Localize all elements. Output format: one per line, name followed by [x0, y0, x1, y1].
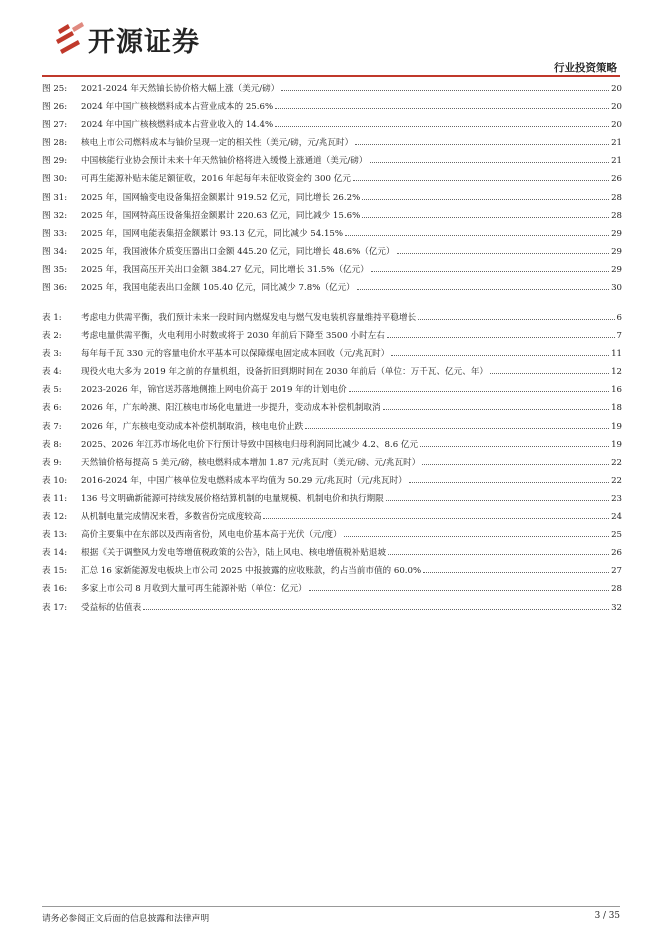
toc-entry[interactable]	[42, 80, 622, 98]
toc-entry[interactable]	[42, 189, 622, 207]
toc-title: 考虑电量供需平衡，火电利用小时数或将于 2030 年前后下降至 3500 小时左右	[81, 331, 385, 342]
toc-leader	[397, 253, 609, 254]
toc-title: 2021-2024 年天然铀长协价格大幅上涨（美元/磅）	[81, 84, 280, 94]
toc-entry[interactable]	[42, 279, 622, 297]
toc-title: 2026 年，广东核电变动成本补偿机制取消，核电电价止跌	[81, 421, 304, 432]
toc-label: 表 15:	[42, 566, 68, 577]
toc-entry[interactable]	[42, 580, 622, 598]
toc-label: 表 10:	[42, 475, 68, 486]
toc-title: 2026 年，广东岭澳、阳江核电市场化电量进一步提升，变动成本补偿机制取消	[81, 403, 381, 414]
toc-title: 可再生能源补贴未能足额征收，2016 年起每年未征收资金约 300 亿元	[81, 174, 351, 185]
toc-label: 表 4:	[42, 367, 62, 378]
toc-page: 32	[611, 602, 622, 613]
toc-entry[interactable]	[42, 327, 622, 345]
toc-leader	[391, 355, 609, 356]
toc-page: 16	[611, 385, 622, 396]
toc-title: 受益标的估值表	[81, 602, 142, 613]
toc-page: 12	[611, 367, 622, 378]
toc-title: 汇总 16 家新能源发电板块上市公司 2025 中报披露的应收账款，约占当前市值的 60.0%	[81, 566, 422, 577]
toc-label: 表 7:	[42, 421, 62, 432]
toc-label: 图 28:	[42, 138, 68, 149]
toc-page: 19	[611, 439, 622, 450]
toc-label: 图 36:	[42, 283, 68, 294]
toc-entry[interactable]	[42, 207, 622, 225]
toc-page: 26	[611, 174, 622, 185]
toc-leader	[388, 554, 609, 555]
toc-leader	[355, 144, 609, 145]
toc-title: 根据《关于调整风力发电等增值税政策的公告》，陆上风电、核电增值税补贴退坡	[81, 548, 387, 559]
toc-title: 2025 年，我国液体介质变压器出口金额 445.20 亿元，同比增长 48.6%（亿元）	[81, 246, 395, 257]
toc-title: 2025、2026 年江苏市场化电价下行预计导致中国核电归母利润同比减少 4.2、8.6 亿元	[81, 439, 419, 450]
toc-page: 23	[611, 493, 622, 504]
toc-title: 天然铀价格每提高 5 美元/磅，核电燃料成本增加 1.87 元/兆瓦时（美元/磅、元/兆瓦时）	[81, 457, 421, 468]
toc-leader	[420, 446, 609, 447]
toc-entry[interactable]	[42, 134, 622, 152]
toc-page: 21	[611, 156, 622, 167]
toc-title: 每年每千瓦 330 元的容量电价水平基本可以保障煤电固定成本回收（元/兆瓦时）	[81, 349, 390, 360]
toc-page: 29	[611, 228, 622, 239]
toc-title: 136 号文明确新能源可持续发展价格结算机制的电量规模、机制电价和执行期限	[81, 493, 384, 504]
toc-title: 2016-2024 年，中国广核单位发电燃料成本平均值为 50.29 元/兆瓦时（元/兆瓦时）	[81, 475, 407, 486]
toc-leader	[275, 126, 609, 127]
table-list	[42, 309, 622, 617]
toc-leader	[422, 464, 609, 465]
toc-leader	[349, 391, 609, 392]
toc-entry[interactable]	[42, 261, 622, 279]
footer-disclaimer: 请务必参阅正文后面的信息披露和法律声明	[42, 914, 210, 924]
toc-entry[interactable]	[42, 436, 622, 454]
toc-title: 2025 年，我国高压开关出口金额 384.27 亿元，同比增长 31.5%（亿元）	[81, 264, 369, 275]
toc-entry[interactable]	[42, 170, 622, 188]
toc-title: 2024 年中国广核核燃料成本占营业收入的 14.4%	[81, 120, 274, 131]
toc-page: 24	[611, 512, 622, 523]
toc-page: 30	[611, 283, 622, 294]
toc-title: 高价主要集中在东部以及西南省份，风电电价基本高于光伏（元/度）	[81, 530, 342, 541]
toc-entry[interactable]	[42, 399, 622, 417]
toc-leader	[409, 482, 609, 483]
toc-title: 2025 年，国网特高压设备集招金额累计 220.63 亿元，同比减少 15.6%	[81, 210, 361, 221]
toc-label: 表 5:	[42, 385, 62, 396]
toc-page: 29	[611, 246, 622, 257]
toc-title: 2025 年，国网电能表集招金额累计 93.13 亿元，同比减少 54.15%	[81, 228, 344, 239]
toc-page: 25	[611, 530, 622, 541]
toc-entry[interactable]	[42, 116, 622, 134]
toc-label: 表 11:	[42, 493, 68, 504]
toc-entry[interactable]	[42, 472, 622, 490]
toc-title: 多家上市公司 8 月收到大量可再生能源补贴（单位：亿元）	[81, 584, 307, 595]
toc-label: 图 29:	[42, 156, 68, 167]
toc-label: 图 32:	[42, 210, 68, 221]
toc-page: 7	[616, 331, 622, 342]
toc-label: 表 9:	[42, 457, 62, 468]
toc-page: 6	[616, 313, 622, 323]
page-number: 3 / 35	[594, 911, 620, 921]
toc-entry[interactable]	[42, 599, 622, 617]
toc-leader	[344, 536, 609, 537]
toc-leader	[345, 235, 609, 236]
toc-entry[interactable]	[42, 562, 622, 580]
header-rule	[42, 75, 620, 77]
toc-entry[interactable]	[42, 345, 622, 363]
toc-entry[interactable]	[42, 152, 622, 170]
toc-page: 27	[611, 566, 622, 577]
toc-leader	[387, 337, 615, 338]
toc-leader	[357, 289, 609, 290]
toc-title: 中国核能行业协会预计未来十年天然铀价格将进入缓慢上涨通道（美元/磅）	[81, 156, 368, 167]
toc-label: 图 31:	[42, 192, 68, 203]
toc-entry[interactable]	[42, 309, 622, 327]
toc-page: 28	[611, 210, 622, 221]
company-name: 开源证券	[88, 27, 200, 58]
toc-title: 2025 年，国网输变电设备集招金额累计 919.52 亿元，同比增长 26.2%	[81, 192, 361, 203]
toc-page: 20	[611, 84, 622, 94]
toc-label: 图 26:	[42, 102, 68, 113]
toc-entry[interactable]	[42, 363, 622, 381]
toc-leader	[309, 590, 609, 591]
toc-page: 20	[611, 120, 622, 131]
toc-leader	[490, 373, 609, 374]
toc-leader	[370, 162, 610, 163]
toc-label: 图 34:	[42, 246, 68, 257]
toc-page: 19	[611, 421, 622, 432]
toc-page: 22	[611, 475, 622, 486]
toc-leader	[371, 271, 609, 272]
toc-title: 现役火电大多为 2019 年之前的存量机组，设备折旧到期时间在 2030 年前后（单位：万千瓦、亿元、年）	[81, 367, 489, 378]
toc-label: 表 13:	[42, 530, 68, 541]
toc-leader	[362, 199, 609, 200]
toc-title: 2025 年，我国电能表出口金额 105.40 亿元，同比减少 7.8%（亿元）	[81, 283, 355, 294]
toc-title: 从机制电量完成情况来看，多数省份完成度较高	[81, 512, 262, 523]
toc-entry[interactable]	[42, 526, 622, 544]
toc-label: 表 14:	[42, 548, 68, 559]
toc-label: 表 2:	[42, 331, 62, 342]
figure-list	[42, 80, 622, 297]
toc-label: 图 27:	[42, 120, 68, 131]
toc-leader	[305, 428, 609, 429]
toc-label: 图 25:	[42, 84, 68, 94]
toc-label: 表 16:	[42, 584, 68, 595]
toc-label: 表 1:	[42, 313, 62, 323]
toc-leader	[143, 609, 609, 610]
toc-label: 表 6:	[42, 403, 62, 414]
toc-page: 28	[611, 192, 622, 203]
toc-label: 图 35:	[42, 264, 68, 275]
toc-leader	[275, 108, 609, 109]
toc-title: 2023-2026 年，锦官送苏落地侧推上网电价高于 2019 年的计划电价	[81, 385, 347, 396]
toc-label: 图 33:	[42, 228, 68, 239]
toc-entry[interactable]	[42, 225, 622, 243]
toc-entry[interactable]	[42, 544, 622, 562]
toc-entry[interactable]	[42, 98, 622, 116]
toc-entry[interactable]	[42, 508, 622, 526]
toc-page: 11	[611, 349, 622, 360]
toc-entry[interactable]	[42, 418, 622, 436]
toc-entry[interactable]	[42, 490, 622, 508]
company-logo-icon	[52, 20, 88, 58]
toc-leader	[423, 572, 609, 573]
toc-title: 2024 年中国广核核燃料成本占营业成本的 25.6%	[81, 102, 274, 113]
toc-page: 18	[611, 403, 622, 414]
toc-page: 22	[611, 457, 622, 468]
toc-page: 21	[611, 138, 622, 149]
toc-label: 表 12:	[42, 512, 68, 523]
toc-page: 26	[611, 548, 622, 559]
footer-rule	[42, 906, 620, 907]
toc-leader	[353, 180, 609, 181]
toc-leader	[263, 518, 609, 519]
toc-entry[interactable]	[42, 454, 622, 472]
toc-label: 图 30:	[42, 174, 68, 185]
section-tag: 行业投资策略	[554, 62, 617, 74]
toc-leader	[418, 319, 614, 320]
toc-label: 表 3:	[42, 349, 62, 360]
toc-page: 29	[611, 264, 622, 275]
toc-entry[interactable]	[42, 243, 622, 261]
toc-page: 20	[611, 102, 622, 113]
toc-leader	[383, 409, 609, 410]
toc-page: 28	[611, 584, 622, 595]
toc-label: 表 8:	[42, 439, 62, 450]
toc-entry[interactable]	[42, 381, 622, 399]
toc-label: 表 17:	[42, 602, 68, 613]
toc-leader	[281, 90, 609, 91]
toc-title: 核电上市公司燃料成本与铀价呈现一定的相关性（美元/磅，元/兆瓦时）	[81, 138, 354, 149]
toc-leader	[386, 500, 609, 501]
toc-title: 考虑电力供需平衡，我们预计未来一段时间内燃煤发电与燃气发电装机容量维持平稳增长	[81, 313, 417, 323]
toc-leader	[362, 217, 609, 218]
